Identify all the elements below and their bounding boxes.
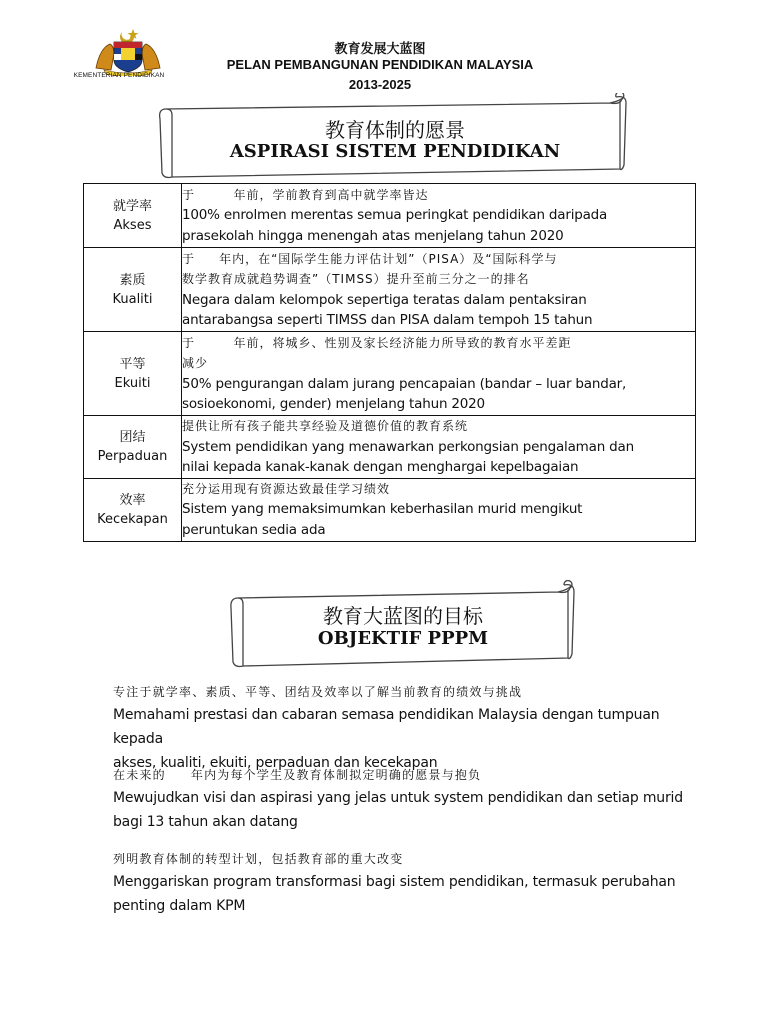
category-cell <box>84 478 182 541</box>
category-ms: Kecekapan <box>97 511 168 527</box>
description-zh: 数学教育成就趋势调查”（TIMSS）提升至前三分之一的排名 <box>182 272 530 286</box>
category-zh: 就学率 <box>112 198 152 214</box>
description-ms: antarabangsa seperti TIMSS dan PISA dalam tempoh 15 tahun <box>182 312 593 328</box>
category-ms: Kualiti <box>112 291 153 307</box>
description-ms: prasekolah hingga menengah atas menjelang tahun 2020 <box>182 227 564 244</box>
header-title-ms: PELAN PEMBANGUNAN PENDIDIKAN MALAYSIA <box>226 57 534 72</box>
header-title-zh: 教育发展大蓝图 <box>334 42 426 57</box>
description-ms: nilai kepada kanak-kanak dengan menghargai kepelbagaian <box>182 459 579 475</box>
category-zh: 团结 <box>119 429 146 445</box>
objective-ms: Memahami prestasi dan cabaran semasa pendidikan Malaysia dengan tumpuan kepada <box>113 707 660 747</box>
description-zh: 提供让所有孩子能共享经验及道德价值的教育系统 <box>182 419 469 433</box>
description-cell <box>182 332 696 416</box>
description-cell <box>182 416 696 479</box>
objective-banner-zh: 教育大蓝图的目标 <box>323 604 483 628</box>
objective-zh: 列明教育体制的转型计划，包括教育部的重大改变 <box>113 852 404 866</box>
objective-ms: Menggariskan program transformasi bagi sistem pendidikan, termasuk perubahan <box>113 874 676 890</box>
objective-zh: 在未来的 年内为每个学生及教育体制拟定明确的愿景与抱负 <box>113 768 482 782</box>
category-ms: Perpaduan <box>97 448 168 464</box>
description-zh: 充分运用现有资源达致最佳学习绩效 <box>182 481 391 496</box>
category-cell <box>84 184 182 248</box>
objective-ms: penting dalam KPM <box>113 898 246 914</box>
table-row-kualiti <box>84 248 696 332</box>
objective-ms: akses, kualiti, ekuiti, perpaduan dan kecekapan <box>113 755 438 771</box>
description-cell <box>182 184 696 248</box>
objective-item-3 <box>113 848 713 918</box>
objective-ms: bagi 13 tahun akan datang <box>113 814 298 830</box>
objective-zh: 专注于就学率、素质、平等、团结及效率以了解当前教育的绩效与挑战 <box>113 685 523 699</box>
description-zh: 于 年前，学前教育到高中就学率皆达 <box>182 187 429 202</box>
description-ms: 100% enrolmen merentas semua peringkat pendidikan daripada <box>182 207 608 224</box>
description-ms: Sistem yang memaksimumkan keberhasilan murid mengikut <box>182 501 583 518</box>
description-cell <box>182 478 696 541</box>
header-years: 2013-2025 <box>348 77 412 92</box>
aspiration-banner-ms: ASPIRASI SISTEM PENDIDIKAN <box>229 141 561 162</box>
aspiration-table <box>83 183 696 542</box>
objective-item-1 <box>113 681 713 775</box>
category-zh: 平等 <box>119 356 146 372</box>
table-row-kecekapan <box>84 478 696 541</box>
category-ms: Akses <box>113 217 152 233</box>
description-ms: peruntukan sedia ada <box>182 521 326 538</box>
objective-banner-ms: OBJEKTIF PPPM <box>317 628 489 649</box>
aspiration-scroll-banner <box>158 93 632 181</box>
category-ms: Ekuiti <box>114 375 151 391</box>
description-ms: Negara dalam kelompok sepertiga teratas dalam pentaksiran <box>182 291 587 308</box>
category-zh: 效率 <box>119 492 146 508</box>
table-row-akses <box>84 184 696 248</box>
category-cell <box>84 332 182 416</box>
objective-item-2 <box>113 764 713 834</box>
table-row-perpaduan <box>84 416 696 479</box>
description-ms: 50% pengurangan dalam jurang pencapaian (bandar – luar bandar, <box>182 375 627 392</box>
description-cell <box>182 248 696 332</box>
description-zh: 于 年前，将城乡、性别及家长经济能力所导致的教育水平差距 <box>182 335 572 350</box>
aspiration-banner-zh: 教育体制的愿景 <box>325 118 465 142</box>
table-row-ekuiti <box>84 332 696 416</box>
description-ms: System pendidikan yang menawarkan perkongsian pengalaman dan <box>182 438 634 455</box>
objective-ms: Mewujudkan visi dan aspirasi yang jelas untuk system pendidikan dan setiap murid <box>113 790 683 806</box>
objective-scroll-banner <box>228 580 578 670</box>
description-zh: 于 年内，在“国际学生能力评估计划”（PISA）及“国际科学与 <box>182 251 558 266</box>
category-cell <box>84 416 182 479</box>
description-ms: sosioekonomi, gender) menjelang tahun 2020 <box>182 396 485 412</box>
category-zh: 素质 <box>119 272 146 288</box>
ministry-logo-caption: KEMENTERIAN PENDIDIKAN <box>73 72 165 79</box>
category-cell <box>84 248 182 332</box>
description-zh: 减少 <box>182 356 209 370</box>
